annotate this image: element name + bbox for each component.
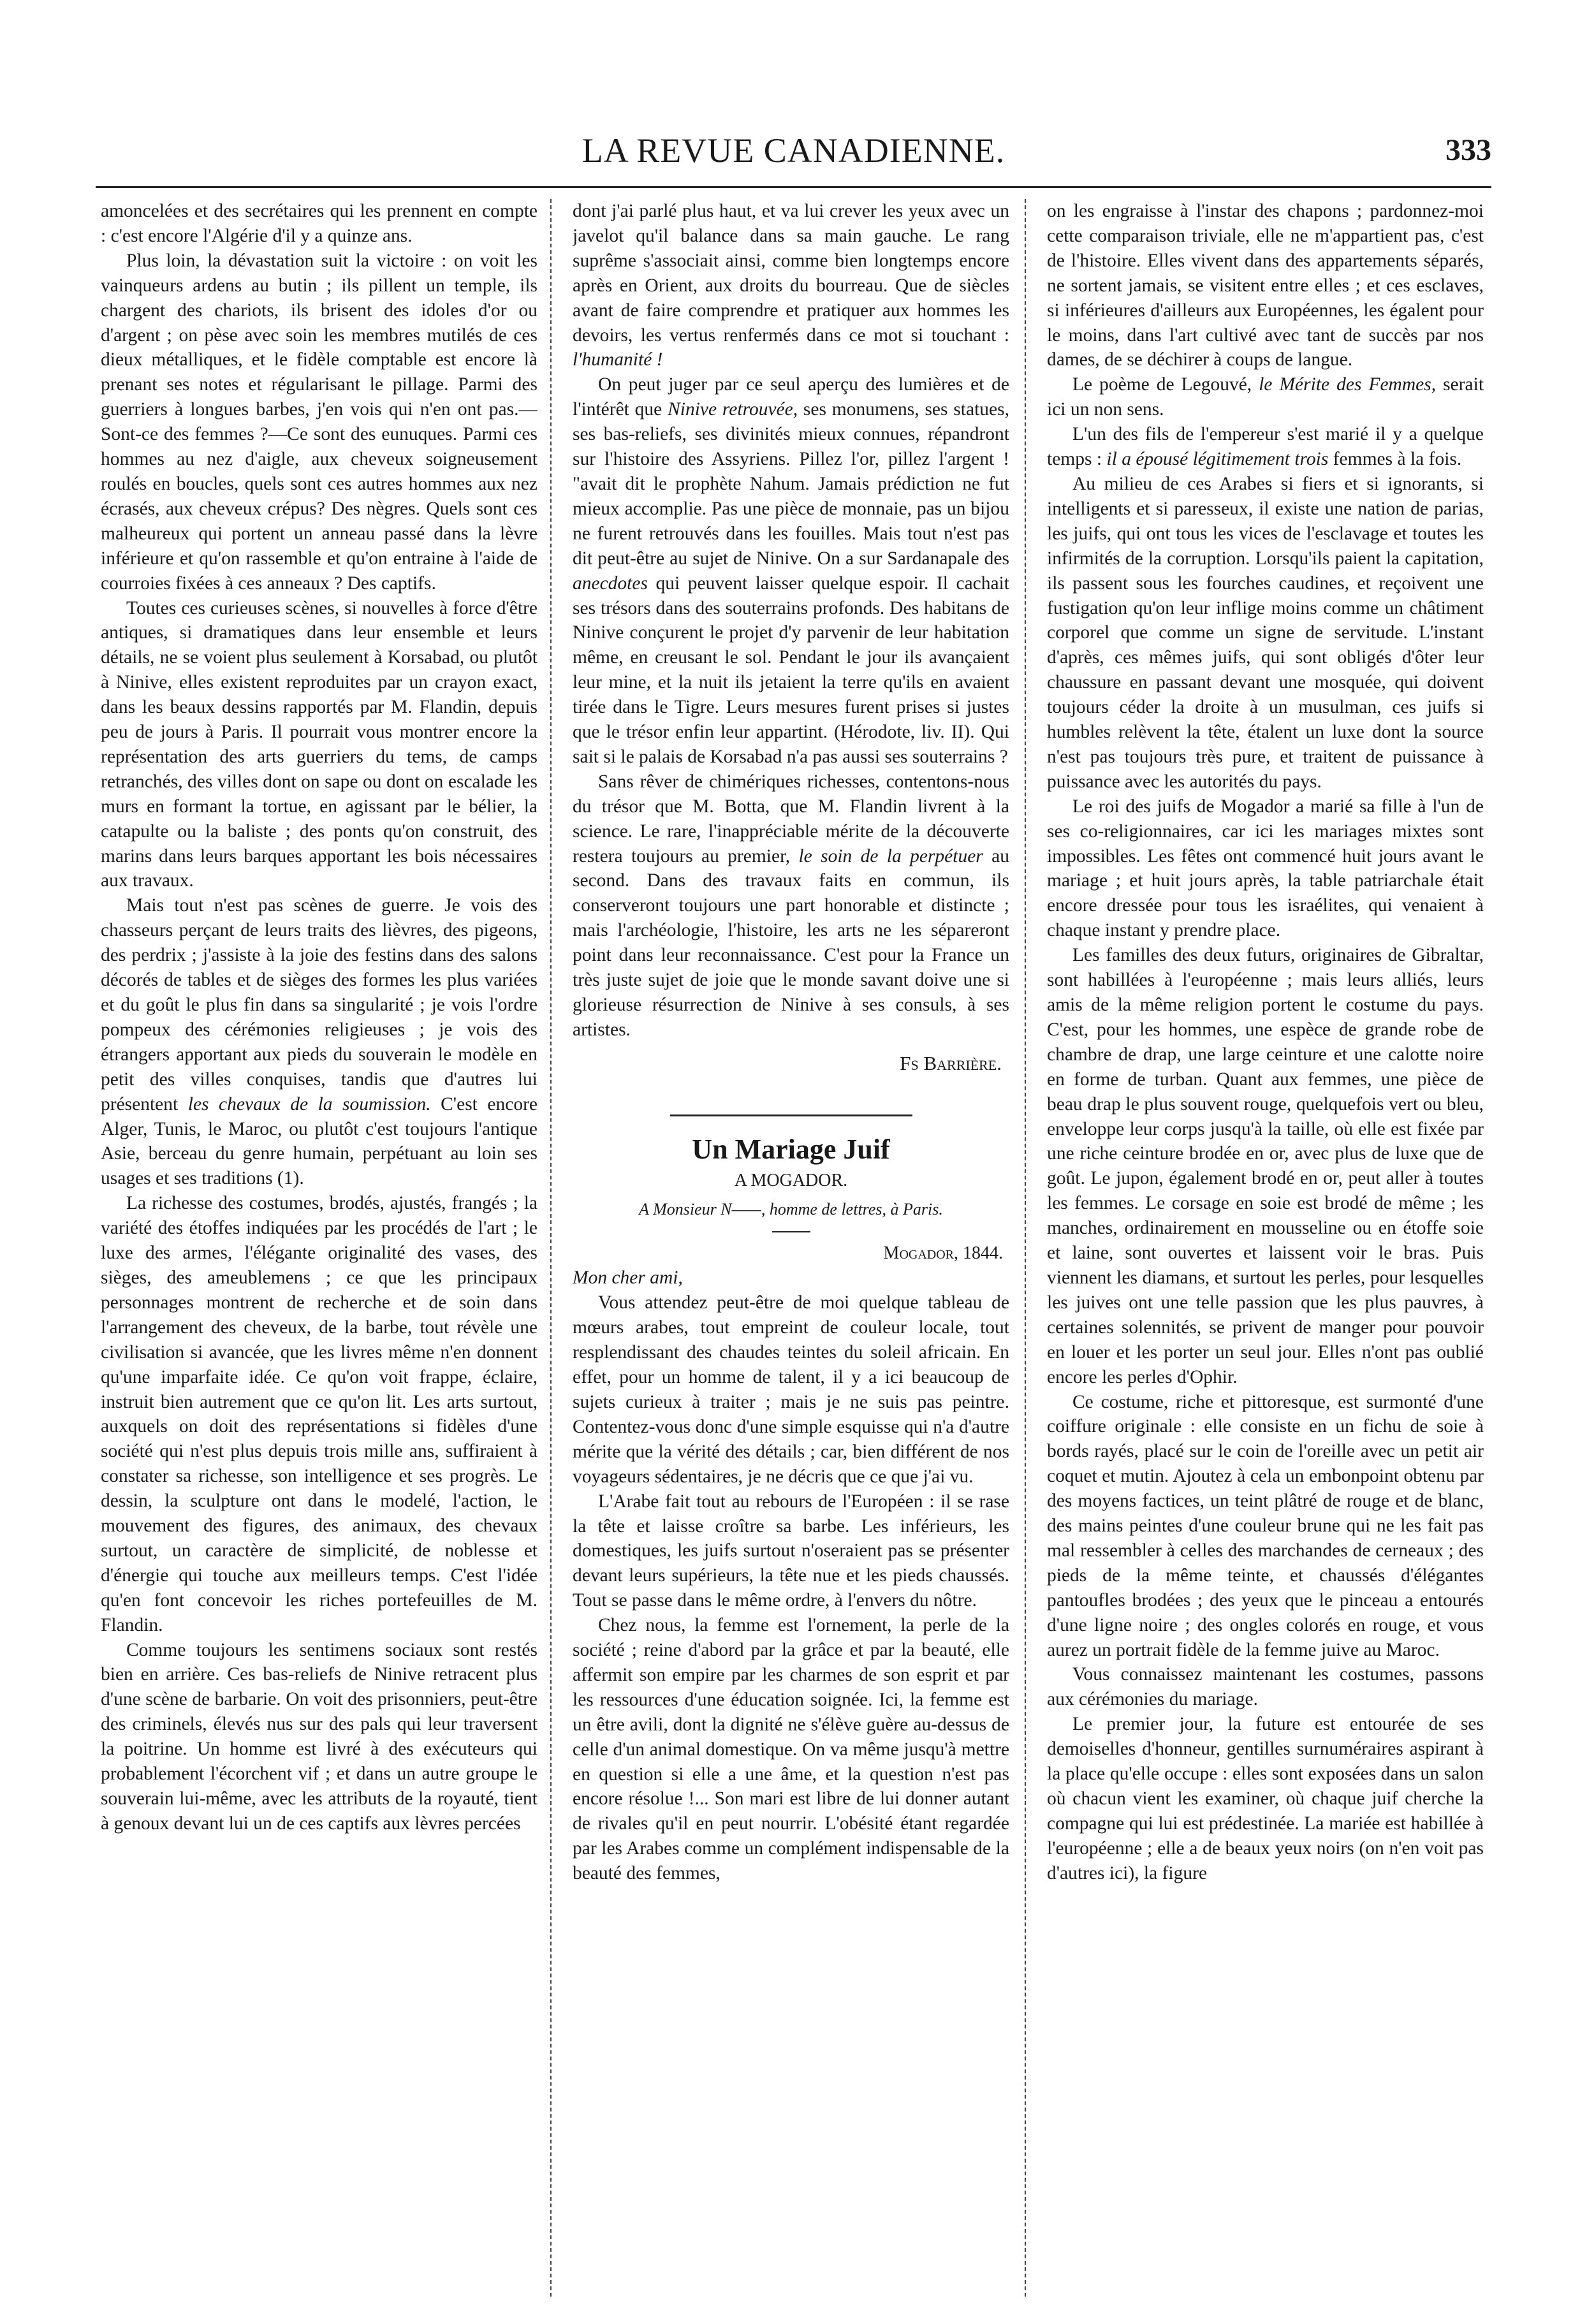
paragraph xyxy=(573,372,1009,770)
italic-text: anecdotes xyxy=(573,573,648,594)
article-separator-rule xyxy=(670,1114,912,1116)
text-run: femmes à la fois. xyxy=(1328,449,1462,470)
paragraph: L'Arabe fait tout au rebours de l'Européen : il se rase la tête et laisse croître sa barbe. Les inférieurs, les domestiques, les juifs surtout n'oseraient pas se présenter devant leurs supérieurs, la tête nue et les pieds chaussés. Tout se passe dans le même ordre, à l'envers du nôtre. xyxy=(573,1491,1009,1611)
paragraph: Ce costume, riche et pittoresque, est surmonté d'une coiffure originale : elle consiste en un fichu de soie à bords rayés, placé sur le coin de l'oreille avec un petit air coquet et mutin. Ajoutez à cela un embonpoint obtenu par des moyens factices, un teint plâtré de rouge et de blanc, des mains peintes d'une couleur brune qui ne les fait pas mal ressembler à celles des marchandes de cerneaux ; des pieds de la même teinte, et chaussés d'élégantes pantoufles brodées ; des yeux que le pinceau a entourés d'une ligne noire ; des ongles colorés en rouge, et vous aurez un portrait fidèle de la femme juive au Maroc. xyxy=(1047,1391,1484,1660)
article-subtitle: A MOGADOR. xyxy=(734,1170,848,1190)
running-header-title: LA REVUE CANADIENNE. xyxy=(581,131,1006,170)
salutation: Mon cher ami, xyxy=(573,1268,683,1289)
text-run: au second. Dans des travaux faits en commun, ils conserveront toujours une part honorable et distincte ; mais l'archéologie, l'histoire, les arts ne les sépareront point dans leur reconnaissance. C'est pour la France un très juste sujet de joie que le monde savant doive une si glorieuse résurrection de Ninive à ses consuls, à ses artistes. xyxy=(573,845,1009,1040)
page-number: 333 xyxy=(1445,133,1491,167)
column-divider-2 xyxy=(1025,199,1026,2297)
text-run: qui peuvent laisser quelque espoir. Il cachait ses trésors dans des souterrains profonds. Des habitans de Ninive conçurent le projet d'y parvenir de leur habitation même, en creusant le sol. Pendant le jour ils avançaient leur mine, et la nuit ils jetaient la terre qu'ils en avaient tirée dans le Tigre. Leurs mesures furent prises si justes que le trésor enfin leur appartint. (Hérodote, liv. II). Qui sait si le palais de Korsabad n'a pas aussi ses souterrains ? xyxy=(573,573,1009,767)
italic-text: le Mérite des Femmes, xyxy=(1259,374,1437,395)
text-run: ses monumens, ses statues, ses bas-reliefs, ses divinités mieux connues, répandront sur l'histoire des Assyriens. Pillez l'or, pillez l'argent ! "avait dit le prophète Nahum. Jamais prédiction ne fut mieux accomplie. Pas une pièce de monnaie, pas un bijou ne furent retrouvés dans les fouilles. Mais tout n'est pas dit peut-être au sujet de Ninive. On a sur Sardanapale des xyxy=(573,399,1009,569)
author-signature: Fs Barrière. xyxy=(900,1051,1002,1074)
paragraph: amoncelées et des secrétaires qui les prennent en compte : c'est encore l'Algérie d'il y a quinze ans. xyxy=(101,201,538,246)
paragraph: Au milieu de ces Arabes si fiers et si ignorants, si intelligents et si paresseux, il existe une nation de parias, les juifs, qui ont tous les vices de l'esclavage et toutes les infirmités de la corruption. Lorsqu'ils paient la capitation, ils passent sous les fourches caudines, et reçoivent une fustigation qu'on leur inflige moins comme un châtiment corporel que comme un signe de servitude. L'instant d'après, ces mêmes juifs, qui sont obligés d'ôter leur chaussure en passant devant une mosquée, qui doivent toujours céder la droite à un musulman, ces juifs si humbles relèvent la tête, étalent un luxe dont la source n'est pas toujours très pure, et traitent de puissance à puissance avec les autorités du pays. xyxy=(1047,473,1484,792)
text-run: C'est encore Alger, Tunis, le Maroc, ou plutôt c'est toujours l'antique Asie, berceau du genre humain, perpétuant au loin ses usages et ses traditions (1). xyxy=(101,1093,538,1189)
paragraph xyxy=(1047,372,1484,422)
italic-text: l'humanité ! xyxy=(573,349,663,370)
paragraph: Chez nous, la femme est l'ornement, la perle de la société ; reine d'abord par la grâce et par la beauté, elle affermit son empire par les charmes de son esprit et par les ressources d'une éducation soignée. Ici, la femme est un être avili, dont la dignité ne s'élève guère au-dessus de celle d'un animal domestique. On va même jusqu'à mettre en question si elle a une âme, et la question n'est pas encore résolue !... Son mari est libre de lui donner autant de rivales qu'il en peut nourrir. L'obésité étant regardée par les Arabes comme un complément indispensable de la beauté des femmes, xyxy=(573,1615,1009,1884)
paragraph: Toutes ces curieuses scènes, si nouvelles à force d'être antiques, si dramatiques dans leur ensemble et leurs détails, ne se voient plus seulement à Korsabad, ou plutôt à Ninive, elles existent reproduites par un crayon exact, dans les beaux dessins rapportés par M. Flandin, depuis peu de jours à Paris. Il pourrait vous montrer encore la représentation des arts guerriers du tems, de camps retranchés, des villes dont on sape ou dont on escalade les murs en formant la tortue, en agissant par le bélier, la catapulte ou la baliste ; des ponts qu'on construit, des marins dans leurs barques apportant les bois nécessaires aux travaux. xyxy=(101,597,538,891)
short-rule xyxy=(772,1231,810,1232)
text-run: Le poème de Legouvé, xyxy=(1072,374,1259,395)
text-run: Sans rêver de chimériques richesses, contentons-nous du trésor que M. Botta, que M. Flandin livrent à la science. Le rare, l'inappréciable mérite de la découverte restera toujours au premier, xyxy=(573,771,1009,866)
paragraph: Vous connaissez maintenant les costumes, passons aux cérémonies du mariage. xyxy=(1047,1664,1484,1710)
paragraph: La richesse des costumes, brodés, ajustés, frangés ; la variété des étoffes indiquées par les procédés de l'art ; le luxe des armes, l'élégante originalité des vases, des sièges, des ameublemens ; ce que les principaux personnages montrent de recherche et de soin dans l'arrangement des cheveux, de la barbe, tout révèle une civilisation si avancée, que les livres même n'en donnent qu'une imparfaite idée. Ce qu'on voit frappe, éclaire, instruit bien autrement que ce qu'on lit. Les arts surtout, auxquels on doit des représentations si fidèles d'une société qui n'est plus depuis trois mille ans, suffiraient à constater sa richesse, son intelligence et ses progrès. Le dessin, la sculpture ont dans le modelé, l'action, le mouvement des figures, des animaux, des chevaux surtout, un caractère de simplicité, de noblesse et d'énergie qui touche aux meilleurs temps. C'est l'idée qu'en font concevoir les riches portefeuilles de M. Flandin. xyxy=(101,1193,538,1635)
article-dedication: A Monsieur N——, homme de lettres, à Paris. xyxy=(639,1199,943,1218)
italic-text: les chevaux de la soumission. xyxy=(187,1093,431,1114)
paragraph xyxy=(573,199,1009,372)
column-3 xyxy=(1047,199,1484,2303)
paragraph: Le roi des juifs de Mogador a marié sa fille à l'un de ses co-religionnaires, car ici les mariages mixtes sont impossibles. Les fêtes ont commencé huit jours avant le mariage ; et huit jours après, la table patriarchale était encore dressée pour tous les israélites, qui venaient à chaque instant y prendre place. xyxy=(1047,796,1484,941)
italic-text: le soin de la perpétuer xyxy=(798,845,983,866)
paragraph: on les engraisse à l'instar des chapons ; pardonnez-moi cette comparaison triviale, elle ne m'appartient pas, c'est de l'histoire. Elles vivent dans des appartements séparés, ne sortent jamais, se visitent entre elles ; et ces esclaves, si inférieures d'ailleurs aux Européennes, les égalent pour le moins, dans l'art cultivé avec tant de succès par nos dames, de se déchirer à coups de langue. xyxy=(1047,201,1484,370)
column-2 xyxy=(573,199,1009,2303)
article-title: Un Mariage Juif xyxy=(692,1133,890,1165)
text-run: serait ici un non sens. xyxy=(1047,374,1484,420)
column-1 xyxy=(101,199,538,2303)
paragraph xyxy=(573,770,1009,1042)
paragraph: Vous attendez peut-être de moi quelque tableau de mœurs arabes, tout empreint de couleur locale, tout resplendissant des chaudes teintes du soleil africain. En effet, pour un homme de talent, il y a ici beaucoup de sujets curieux à traiter ; mais je ne suis pas peintre. Contentez-vous donc d'une simple esquisse qui n'a d'autre mérite que la vérité des détails ; car, bien différent de nos voyageurs sédentaires, je ne décris que ce que j'ai vu. xyxy=(573,1292,1009,1487)
italic-text: Ninive retrouvée, xyxy=(668,399,798,420)
dateline: Mogador, 1844. xyxy=(883,1243,1003,1263)
paragraph: Comme toujours les sentimens sociaux sont restés bien en arrière. Ces bas-reliefs de Ninive retracent plus d'une scène de barbarie. On voit des prisonniers, peut-être des criminels, élevés nus sur des pals qui leur traversent la poitrine. Un homme est livré à des exécuteurs qui probablement l'écorchent vif ; et dans un autre groupe le souverain lui-même, avec les attributs de la royauté, tient à genoux devant lui un de ces captifs aux lèvres percées xyxy=(101,1639,538,1834)
text-run: dont j'ai parlé plus haut, et va lui crever les yeux avec un javelot qu'il balance dans sa main gauche. Le rang suprême s'associait ainsi, comme bien longtemps encore après en Orient, aux droits du bourreau. Que de siècles avant de faire comprendre et pratiquer aux hommes les devoirs, les vertus renfermés dans ce mot si touchant : xyxy=(573,201,1009,346)
text-run: Mais tout n'est pas scènes de guerre. Je vois des chasseurs perçant de leurs traits des lièvres, des pigeons, des perdrix ; j'assiste à la joie des festins dans des salons décorés de tables et de sièges des formes les plus variées et du goût le plus fin dans sa singularité ; je vois l'ordre pompeux des cérémonies religieuses ; je vois des étrangers apportant aux pieds du souverain le modèle en petit des villes conquises, tandis que d'autres lui présentent xyxy=(101,895,538,1114)
column-divider-1 xyxy=(550,199,552,2297)
paragraph: Les familles des deux futurs, originaires de Gibraltar, sont habillées à l'européenne ; mais leurs alliés, leurs amis de la même religion portent le costume du pays. C'est, pour les hommes, une espèce de grande robe de chambre de drap, une large ceinture et une calotte noire en forme de turban. Quant aux femmes, une pièce de beau drap le plus souvent rouge, quelquefois vert ou bleu, enveloppe leur corps jusqu'à la taille, où elle est fixée par une riche ceinture brodée en or, avec plus de luxe que de goût. Le jupon, également brodé en or, peut aller à toutes les femmes. Le corsage en soie est brodé de même ; les manches, ordinairement en mousseline ou en étoffe soie et laine, sont ouvertes et laissent voir le bras. Puis viennent les diamans, et surtout les perles, pour lesquelles les juives ont une telle passion que les plus pauvres, à certaines solennités, se privent de manger pour pouvoir en louer et les porter un seul jour. Elles n'ont pas oublié encore les perles d'Ophir. xyxy=(1047,945,1484,1387)
header-rule xyxy=(96,186,1491,188)
italic-text: il a épousé légitimement trois xyxy=(1106,449,1329,470)
text-run: On peut juger par ce seul aperçu des lumières et de l'intérêt que xyxy=(573,374,1009,420)
paragraph xyxy=(1047,422,1484,472)
text-run: L'un des fils de l'empereur s'est marié il y a quelque temps : xyxy=(1047,424,1484,470)
paragraph xyxy=(101,893,538,1191)
paragraph: Plus loin, la dévastation suit la victoire : on voit les vainqueurs ardens au butin ; ils pillent un temple, ils chargent des chariots, ils brisent des idoles d'or ou d'argent ; on pèse avec soin les membres mutilés de ces dieux métalliques, et le fidèle comptable est encore là prenant ses notes et régularisant le pillage. Parmi des guerriers à longues barbes, j'en vois qui n'en ont pas.—Sont-ce des femmes ?—Ce sont des eunuques. Parmi ces hommes au nez d'aigle, aux cheveux soigneusement roulés en boucles, quels sont ces autres hommes aux nez écrasés, aux cheveux crépus? Des nègres. Quels sont ces malheureux qui portent un anneau passé dans la lèvre inférieure et qu'on rassemble et qu'on entraine à l'aide de courroies fixées à ces anneaux ? Des captifs. xyxy=(101,250,538,594)
paragraph: Le premier jour, la future est entourée de ses demoiselles d'honneur, gentilles surnuméraires aspirant à la place qu'elle occupe : elles sont exposées dans un salon où chacun vient les examiner, où chaque juif cherche la compagne qui lui est prédestinée. La mariée est habillée à l'européenne ; elle a de beaux yeux noirs (on n'en voit pas d'autres ici), la figure xyxy=(1047,1714,1484,1883)
